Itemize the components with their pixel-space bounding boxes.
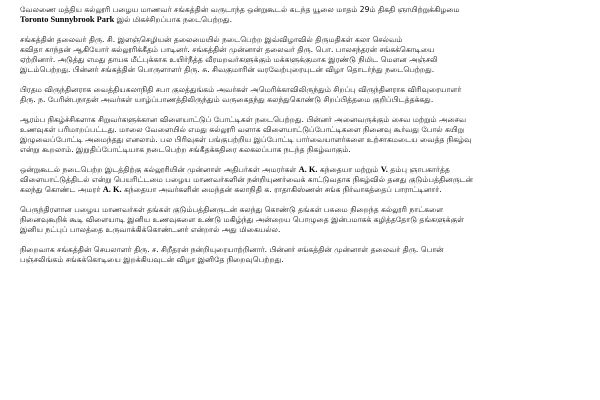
text-span: கந்தையா அவர்களின் மைந்தன் கலாநிதி க. ராதாகிஸ்ணன் சங்க நிர்வாகத்தைப் பாராட்டினார்.	[121, 185, 442, 194]
text-span: இல் மிகச்சிறப்பாக நடைபெற்றது.	[114, 15, 233, 24]
text-line: திரு. ந. பேரின்பநாதன் அவர்கள் யாழ்ப்பாணத்திலிருந்தும் வருகைதந்து கலந்துகொண்டு சிறப்பித்தமை குறிப்பிடத்தக்கது.	[20, 95, 434, 104]
text-line: விளையாட்டுத்திடல் என்று பெயரிட்டமை பழைய மாணவர்களின் நன்றியுணர்வைக் காட்டுவதாக நிகழ்வில் தனது குடும்பத்தினருடன்	[20, 175, 474, 184]
text-line: ஏற்றினார். அடுத்து எமது தாயக மீட்புக்காக உயிர்நீத்த வீரமறவர்களுக்கும் மக்களுக்குமாக இரண்டு நிமிட மௌன அஞ்சலி	[20, 55, 438, 64]
text-line: வேலணை மத்திய கல்லூரி பழைய மாணவர் சங்கத்தின் வருடாந்த ஒன்றுகூடல் கடந்த யூலை மாதம் 29ம் திகதி ஞாயிற்றுக்கிழமை	[20, 5, 460, 14]
text-line: சங்கத்தின் தலைவர் திரு. சி. இளஞ்செழியன் தலைமையில் நடைபெற்ற இவ்விழாவில் திருமதிகள் கலா செல்வம்	[20, 35, 403, 44]
text-line: கவிதா காந்தன் ஆகியோர் கல்லூரிக்கீதம் பாடினர். சங்கத்தின் முன்னாள் தலைவர் திரு. பொ. பாலசந்தரன் சங்கக்கொடியை	[20, 45, 435, 54]
article-body	[20, 5, 590, 275]
paragraph-events	[20, 115, 590, 155]
paragraph-alumni	[20, 205, 590, 235]
text-line: நிறைவாக சங்கத்தின் செயலாளர் திரு. ச. சிறீதரன் நன்றியுரையாற்றினார். பின்னர் சங்கத்தின் முன்னாள் தலைவர் திரு. பொன்	[20, 245, 444, 254]
text-line: பஞ்சலிங்கம் சங்கக்கொடியை இறக்கியவுடன் விழா இனிதே நிறைவுபெற்றது.	[20, 255, 284, 264]
initials: A. K.	[298, 165, 318, 174]
text-line: இனிய நட்புப் பாலத்தை உருவாக்கிக்கொண்டனர் என்றால் அது மிகையல்ல.	[20, 225, 281, 234]
text-line	[20, 165, 590, 175]
text-span: ஒன்றுகூடல் நடைபெற்ற இடத்திற்கு கல்லூரியின் முன்னாள் அதிபர்கள் அமரர்கள்	[20, 165, 299, 174]
paragraph-memorial-ground	[20, 165, 590, 195]
initials: V.	[380, 165, 388, 174]
text-line: உணவுகள் பரிமாறப்பட்டது. மாலை வேளையில் எமது கல்லூரி வளாக விளையாட்டுப்போட்டிகளை நினைவு கூர்வது போல் கயிறு	[20, 125, 465, 134]
text-line: ஆரம்ப நிகழ்ச்சிகளாக சிறுவர்களுக்கான விளையாட்டுப் போட்டிகள் நடைபெற்றது. பின்னர் அனைவருக்கும் சைவ மற்றும் அசைவ	[20, 115, 467, 124]
text-span: தம்பு ஞாபகார்த்த	[387, 165, 450, 174]
text-line: பெருந்திரளான பழைய மாணவர்கள் தங்கள் குடும்பத்தினருடன் கலந்து கொண்டு தங்கள் பசுமை நிறைந்த கல்லூரி நாட்களை	[20, 205, 444, 214]
text-line	[20, 185, 590, 195]
paragraph-guests	[20, 85, 590, 105]
text-line: பிரதம விருந்தினராக வைத்தியகலாநிதி சபா குலத்துங்கம் அவர்கள் அமெரிக்காவிலிருந்தும் சிறப்பு விருந்தினராக விரிவுரையாளர்	[20, 85, 462, 94]
text-line: என்று கூறலாம். இறுதிப்போட்டியாக நடைபெற்ற சங்கீதக்கதிரை கலகலப்பாக நடந்த நிகழ்வாகும்.	[20, 145, 351, 154]
text-line: இழுவைப்போட்டி அமைந்தது எனலாம். பல பிரிவுகள் பங்குபற்றிய இப்போட்டி பார்வையாளர்களை உற்சாகமடைய வைத்த நிகழ்வு	[20, 135, 472, 144]
paragraph-closing	[20, 245, 590, 265]
initials: A. K.	[102, 185, 122, 194]
text-line: நினைவுகூறிக் கூடி விளையாடி இனிய உணவுகளை உண்டு மகிழ்ந்து அன்றைய பொழுதை இன்பமாகக் கழித்ததோடு தங்களுக்குள்	[20, 215, 465, 224]
text-span: கலந்து கொண்ட அமரர்	[20, 185, 103, 194]
text-line: இடம்பெற்றது. பின்னர் சங்கத்தின் பொருளாளர் திரு. சு. சிவகுமாரின் வரவேற்புரையுடன் விழா தொடர்ந்து நடைபெற்றது.	[20, 65, 435, 74]
venue-name: Toronto Sunnybrook Park	[20, 15, 115, 24]
paragraph-opening-ceremony	[20, 35, 590, 75]
text-span: கந்தையா மற்றும்	[317, 165, 381, 174]
paragraph-intro	[20, 5, 590, 25]
text-line	[20, 15, 590, 25]
